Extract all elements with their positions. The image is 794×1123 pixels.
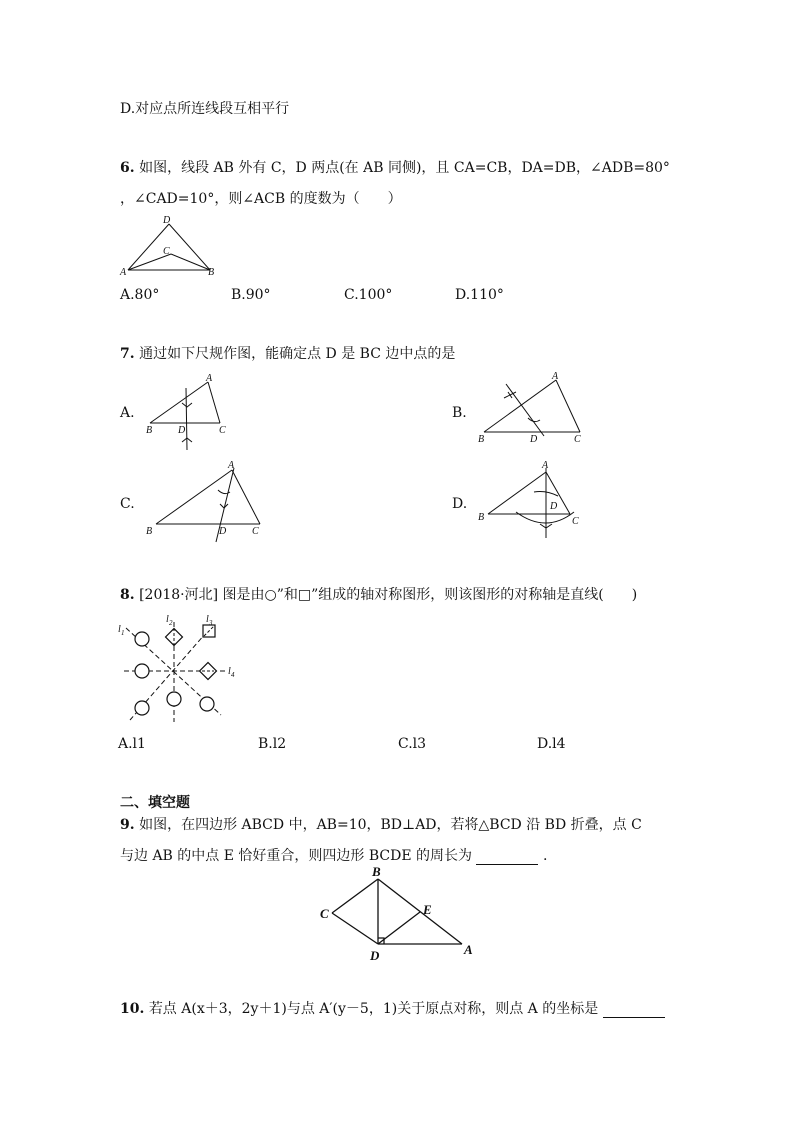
q7-number: 7. (120, 346, 135, 362)
q9-end: . (542, 848, 548, 864)
q10-number: 10. (120, 1001, 145, 1017)
q6-option-c: C.100° (344, 287, 393, 303)
q7-figure-c (140, 456, 270, 546)
q7c-label-b: B (146, 526, 153, 537)
q9-label-d: D (370, 948, 380, 963)
q8-sub-4: 4 (231, 671, 235, 679)
q7-figure-d (474, 456, 594, 546)
q9-label-c: C (320, 906, 329, 921)
q7a-label-b: B (146, 425, 153, 436)
q7c-label-c: C (252, 526, 259, 537)
q9-text-line2: 与边 AB 的中点 E 恰好重合，则四边形 BCDE 的周长为 (120, 848, 473, 864)
q9-label-a: A (464, 942, 473, 957)
q9-number: 9. (120, 817, 135, 833)
q8-sub-3: 3 (209, 619, 213, 627)
q6-label-b: B (208, 267, 215, 278)
q8-label-l4: l (228, 666, 231, 677)
q7a-label-d: D (178, 425, 186, 436)
q6-figure (118, 213, 228, 279)
q9-label-b: B (372, 864, 381, 879)
q7a-label-c: C (219, 425, 226, 436)
q7b-label-a: A (552, 371, 559, 382)
q7-option-b: B. (452, 405, 467, 421)
q6-text-line1: 如图，线段 AB 外有 C，D 两点(在 AB 同侧)，且 CA=CB，DA=DB，∠ADB=80° (139, 160, 670, 176)
q7c-label-a: A (228, 460, 235, 471)
q9-label-e: E (423, 902, 432, 917)
q6-label-c: C (163, 246, 170, 257)
q7-line (120, 343, 455, 363)
q6-label-a: A (120, 267, 127, 278)
q6-text-line2: ，∠CAD=10°，则∠ACB 的度数为（ ） (120, 191, 402, 207)
q6-option-d: D.110° (455, 287, 504, 303)
q5-option-d: D.对应点所连线段互相平行 (120, 101, 290, 117)
q9-answer-blank[interactable] (476, 848, 538, 865)
q7-text: 通过如下尺规作图，能确定点 D 是 BC 边中点的是 (139, 346, 456, 362)
q10-answer-blank[interactable] (603, 1001, 665, 1018)
q7d-label-d: D (550, 501, 558, 512)
q6-line1 (120, 157, 670, 177)
q8-label-l1: l (118, 624, 121, 635)
q8-line (120, 584, 637, 604)
q8-option-b: B.l2 (258, 736, 287, 752)
q7b-label-d: D (530, 434, 538, 445)
q8-figure (116, 610, 256, 728)
q8-label-l2: l (166, 614, 169, 625)
q8-option-c: C.l3 (398, 736, 427, 752)
section-title: 二、填空题 (120, 795, 190, 811)
q7c-label-d: D (219, 526, 227, 537)
q7d-label-c: C (572, 516, 579, 527)
q6-option-b: B.90° (231, 287, 271, 303)
q8-text: [2018·河北] 图是由○”和□”组成的轴对称图形，则该图形的对称轴是直线( ) (139, 587, 638, 603)
q8-label-l3: l (206, 614, 209, 625)
q6-option-a: A.80° (120, 287, 160, 303)
q7-figure-b (474, 370, 594, 452)
q9-line2 (120, 845, 547, 865)
q7a-label-a: A (206, 373, 213, 384)
q7-option-d: D. (452, 496, 468, 512)
q6-number: 6. (120, 160, 135, 176)
q8-option-a: A.l1 (118, 736, 146, 752)
q8-number: 8. (120, 587, 135, 603)
q6-label-d: D (163, 215, 171, 226)
q9-line1 (120, 814, 642, 834)
q7b-label-b: B (478, 434, 485, 445)
q7d-label-a: A (542, 460, 549, 471)
q8-sub-2: 2 (169, 619, 173, 627)
q7-option-a: A. (120, 405, 135, 421)
q9-text-line1: 如图，在四边形 ABCD 中，AB=10，BD⊥AD，若将△BCD 沿 BD 折叠，点 C (139, 817, 642, 833)
q8-option-d: D.l4 (537, 736, 566, 752)
q10-text: 若点 A(x＋3，2y＋1)与点 A′(y－5，1)关于原点对称，则点 A 的坐标是 (148, 1001, 599, 1017)
q7d-label-b: B (478, 512, 485, 523)
q8-sub-1: 1 (121, 629, 125, 637)
q7b-label-c: C (574, 434, 581, 445)
q7-figure-a (140, 370, 240, 452)
q7-option-c: C. (120, 496, 135, 512)
q9-figure (312, 866, 484, 964)
q10-line (120, 998, 665, 1018)
